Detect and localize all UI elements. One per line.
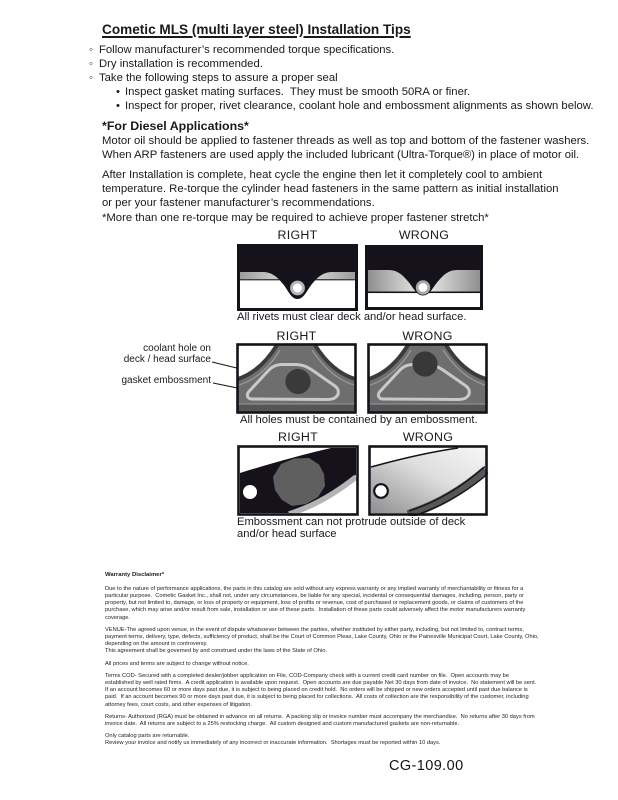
diesel-paragraph-1 — [102, 135, 589, 163]
paragraph-line: After Installation is complete, heat cycle the engine then let it completely cool to ambient — [102, 169, 543, 181]
warranty-paragraph: All prices and terms are subject to change without notice. — [105, 660, 249, 667]
warranty-paragraph: Terms COD- Secured with a completed dealer/jobber application on File, COD-Company check with a current credit card number on file. Open accounts may be established by well rated firms. A credit application is available upon request. Open accounts are due payable Net 30 days from date of invoice. No statement will be sent. If an account becomes 60 or more days past due, it is subject to being placed on credit hold. No orders will be shipped or new orders accepted until past due balance is paid. If an account becomes 90 or more days past due, it is subject to being placed for collections. All costs of collection are the responsibility of the customer, including attorney fees, court costs, and other expenses of litigation. — [105, 672, 540, 708]
gasket-embossment-callout: gasket embossment — [121, 375, 211, 386]
warranty-paragraph: Review your invoice and notify us immediately of any incorrect or inaccurate information. Shortages must be reported within 10 days. — [105, 740, 441, 747]
tip-text: Inspect for proper, rivet clearance, coolant hole and embossment alignments as shown below. — [125, 100, 594, 113]
coolant-hole — [412, 351, 437, 376]
right-label: RIGHT — [277, 228, 318, 242]
bolt-hole — [243, 485, 257, 499]
diesel-paragraph-2 — [102, 169, 559, 211]
warranty-paragraph: Due to the nature of performance applications, the parts in this catalog are sold without any express warranty or any implied warranty of merchantability or fitness for a particular purpose. Cometic Gasket Inc., shall not, under any circumstances, be liable for any special, incidental or consequential damages, including, person, party or property, but not limited to, damage, or loss of property or equipment, loss of profits or revenue, cost of purchased or replacement goods, or claims of customers of the purchase, which may arise and/or result from sale, installation or use of these parts. Installation of these parts could adversely affect the motor manufacturers warranty coverage. — [105, 585, 527, 621]
diagram1-caption: All rivets must clear deck and/or head surface. — [237, 311, 467, 323]
tip-text: Inspect gasket mating surfaces. They must be smooth 50RA or finer. — [125, 86, 471, 99]
rivet-wrong-illustration — [365, 245, 483, 310]
diesel-heading: *For Diesel Applications* — [102, 119, 249, 133]
bolt-hole — [374, 484, 388, 498]
diagram3-caption: Embossment can not protrude outside of deck and/or head surface — [237, 516, 466, 540]
filled-bullet-icon: • — [116, 100, 120, 113]
warranty-paragraph: Only catalog parts are returnable. — [105, 733, 190, 740]
coolant-hole-callout: coolant hole on deck / head surface — [123, 343, 211, 365]
coolant-hole — [285, 369, 310, 394]
open-bullet-icon: ◦ — [89, 72, 94, 85]
list-item — [116, 99, 593, 113]
paragraph-line: Motor oil should be applied to fastener threads as well as top and bottom of the fastener washers. — [102, 135, 590, 147]
warranty-disclaimer — [105, 572, 539, 753]
deck-edge-right-illustration — [237, 445, 359, 516]
installation-tips-list — [89, 43, 593, 113]
warranty-paragraph: This agreement shall be governed by and construed under the laws of the State of Ohio. — [105, 648, 327, 655]
warranty-heading: Warranty Disclaimer* — [105, 572, 165, 578]
filled-bullet-icon: • — [116, 86, 120, 99]
deck-edge-wrong-illustration — [368, 445, 488, 516]
embossment-wrong-illustration — [367, 343, 488, 414]
open-bullet-icon: ◦ — [89, 44, 94, 56]
paragraph-line: or per your fastener manufacturer’s recommendations. — [102, 196, 375, 209]
page-code: CG-109.00 — [389, 758, 464, 774]
wrong-label: WRONG — [402, 430, 454, 444]
list-item — [89, 57, 593, 71]
list-item — [89, 43, 593, 57]
right-label: RIGHT — [277, 430, 319, 444]
tip-text: Dry installation is recommended. — [99, 58, 263, 71]
wrong-label: WRONG — [402, 329, 453, 343]
diagram2-caption: All holes must be contained by an embossment. — [240, 414, 478, 426]
paragraph-line: When ARP fasteners are used apply the included lubricant (Ultra-Torque®) in place of motor oil. — [102, 148, 580, 161]
right-label: RIGHT — [276, 329, 317, 343]
tip-text: Follow manufacturer’s recommended torque specifications. — [99, 44, 395, 56]
list-item — [89, 71, 593, 85]
embossment-right-illustration — [236, 343, 357, 414]
open-bullet-icon: ◦ — [89, 58, 94, 71]
retorque-note: *More than one re-torque may be required to achieve proper fastener stretch* — [102, 212, 489, 224]
tip-text: Take the following steps to assure a proper seal — [99, 72, 338, 85]
warranty-paragraph: VENUE-The agreed upon venue, in the event of dispute whatsoever between the parties, whether instituted by either party, including, but not limited to, contract terms, payment terms, delivery, type, defects, sufficiency of product, shall be the Court of Common Pleas, Lake County, Ohio or the Painesville Municipal Court, Lake County, Ohio, depending on the amount in controversy. — [105, 626, 541, 648]
list-item — [116, 85, 593, 99]
wrong-label: WRONG — [398, 228, 450, 242]
rivet-right-illustration — [237, 244, 358, 311]
page-title: Cometic MLS (multi layer steel) Installation Tips — [102, 22, 411, 37]
warranty-paragraph: Returns- Authorized (RGA) must be obtained in advance on all returns. A packing slip or invoice number must accompany the merchandise. No returns after 30 days from invoice date. All returns are subject to a 25% restocking charge. All custom designed and custom manufactured gaskets are non-returnable. — [105, 713, 537, 727]
paragraph-line: temperature. Re-torque the cylinder head fasteners in the same pattern as initial installation — [102, 182, 559, 195]
